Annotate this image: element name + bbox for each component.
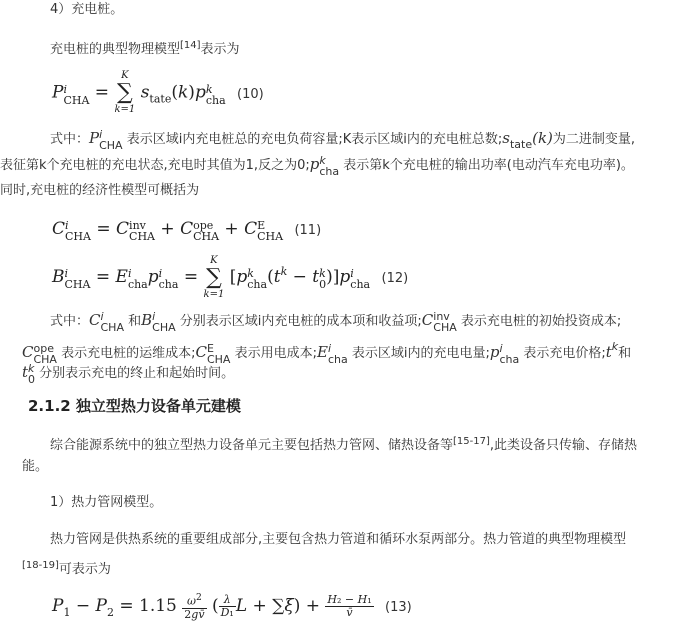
definition-line-5: t k 0 分别表示充电的终止和起始时间。 [22,362,235,386]
model-intro-tail: 表示为 [200,42,240,57]
paragraph-2-line-1: 热力管网是供热系统的重要组成部分,主要包含热力管道和循环水泵两部分。热力管道的典型物理模型 [50,532,627,547]
equation-13: $P_1 - P_2 = 1.15$ $\frac{\omega^2}{2gv̄}$ ( $\frac{\lambda}{\text{D₁}}$ L + ∑ξ) + $\frac{\text{H₂ − H₁}}{v̄}$ (13) [52,592,412,621]
equation-11-number: (11) [294,223,322,238]
citation-18-19: [18-19] [22,560,59,571]
economic-model-intro: 同时,充电桩的经济性模型可概括为 [0,183,200,198]
equation-10: P i CHA = K ∑ k=1 $s_{tate}(k)p$ k cha (10) [52,70,264,115]
item-1-label: 1）热力管网模型。 [50,495,163,510]
definition-line-2: 表征第k个充电桩的充电状态,充电时其值为1,反之为0;p k cha 表示第k个充电桩的输出功率(电动汽车充电功率)。 [0,154,634,178]
section-heading: 2.1.2 独立型热力设备单元建模 [28,397,241,415]
def3-prefix: 式中： [50,314,90,329]
def4-text-c: 表示区域i内的充电电量; [351,346,490,361]
definition-line-4: C ope CHA 表示充电桩的运维成本;C E CHA 表示用电成本;E i cha 表示区域i内的充电电量;p i cha 表示充电价格$;t^k$和 [22,340,632,366]
model-intro-line [50,36,240,60]
para1-tail: ,此类设备只传输、存储热 [489,438,638,453]
para1-text: 综合能源系统中的独立型热力设备单元主要包括热力管网、储热设备等 [50,438,454,453]
def4-text-d: 表示充电价格; [523,346,606,361]
equation-12-number: (12) [381,271,409,286]
item-4-label: 4）充电桩。 [50,2,124,17]
def4-and: 和 [618,346,632,361]
model-intro-text: 充电桩的典型物理模型 [50,42,181,57]
def2-tail: 表示第k个充电桩的输出功率(电动汽车充电功率)。 [343,158,634,173]
definition-line-3: 式中：C i CHA 和B i CHA 分别表示区域i内充电桩的成本项和收益项;C inv CHA 表示充电桩的初始投资成本; [50,310,622,334]
def5-text: 分别表示充电的终止和起始时间。 [39,366,235,381]
def3-and: 和 [128,314,142,329]
def4-text-b: 表示用电成本; [234,346,317,361]
equation-10-number: (10) [237,86,264,102]
def1-text: 表示区域i内充电桩总的充电负荷容量;K表示区域i内的充电桩总数; [126,132,503,147]
citation-15-17: [15-17] [453,436,490,447]
def-prefix: 式中： [50,132,90,147]
def4-text-a: 表示充电桩的运维成本; [61,346,196,361]
equation-13-number: (13) [385,600,412,615]
paragraph-1-line-2: 能。 [22,459,49,474]
def3-tail: 表示充电桩的初始投资成本; [460,314,622,329]
def1-tail: 为二进制变量, [552,132,636,147]
equation-11: C i CHA = C inv CHA + C ope CHA + C E CHA (11) [52,219,322,243]
def2-text: 表征第k个充电桩的充电状态,充电时其值为1,反之为0; [0,158,310,173]
equation-12: B i CHA = E i cha p i cha = K ∑ k=1 [p k cha ($t^k - t$ k 0 )]p i cha (12) [52,254,409,300]
paragraph-2-line-2 [22,556,111,580]
def3-text: 分别表示区域i内充电桩的成本项和收益项; [179,314,422,329]
paragraph-1-line-1 [50,432,637,456]
para2-tail: 可表示为 [58,562,111,577]
definition-line-1: 式中：P i CHA 表示区域i内充电桩总的充电负荷容量;K表示区域i内的充电桩总数$;s_{tate}(k)$为二进制变量, [50,128,636,152]
citation-14: [14] [180,40,201,51]
